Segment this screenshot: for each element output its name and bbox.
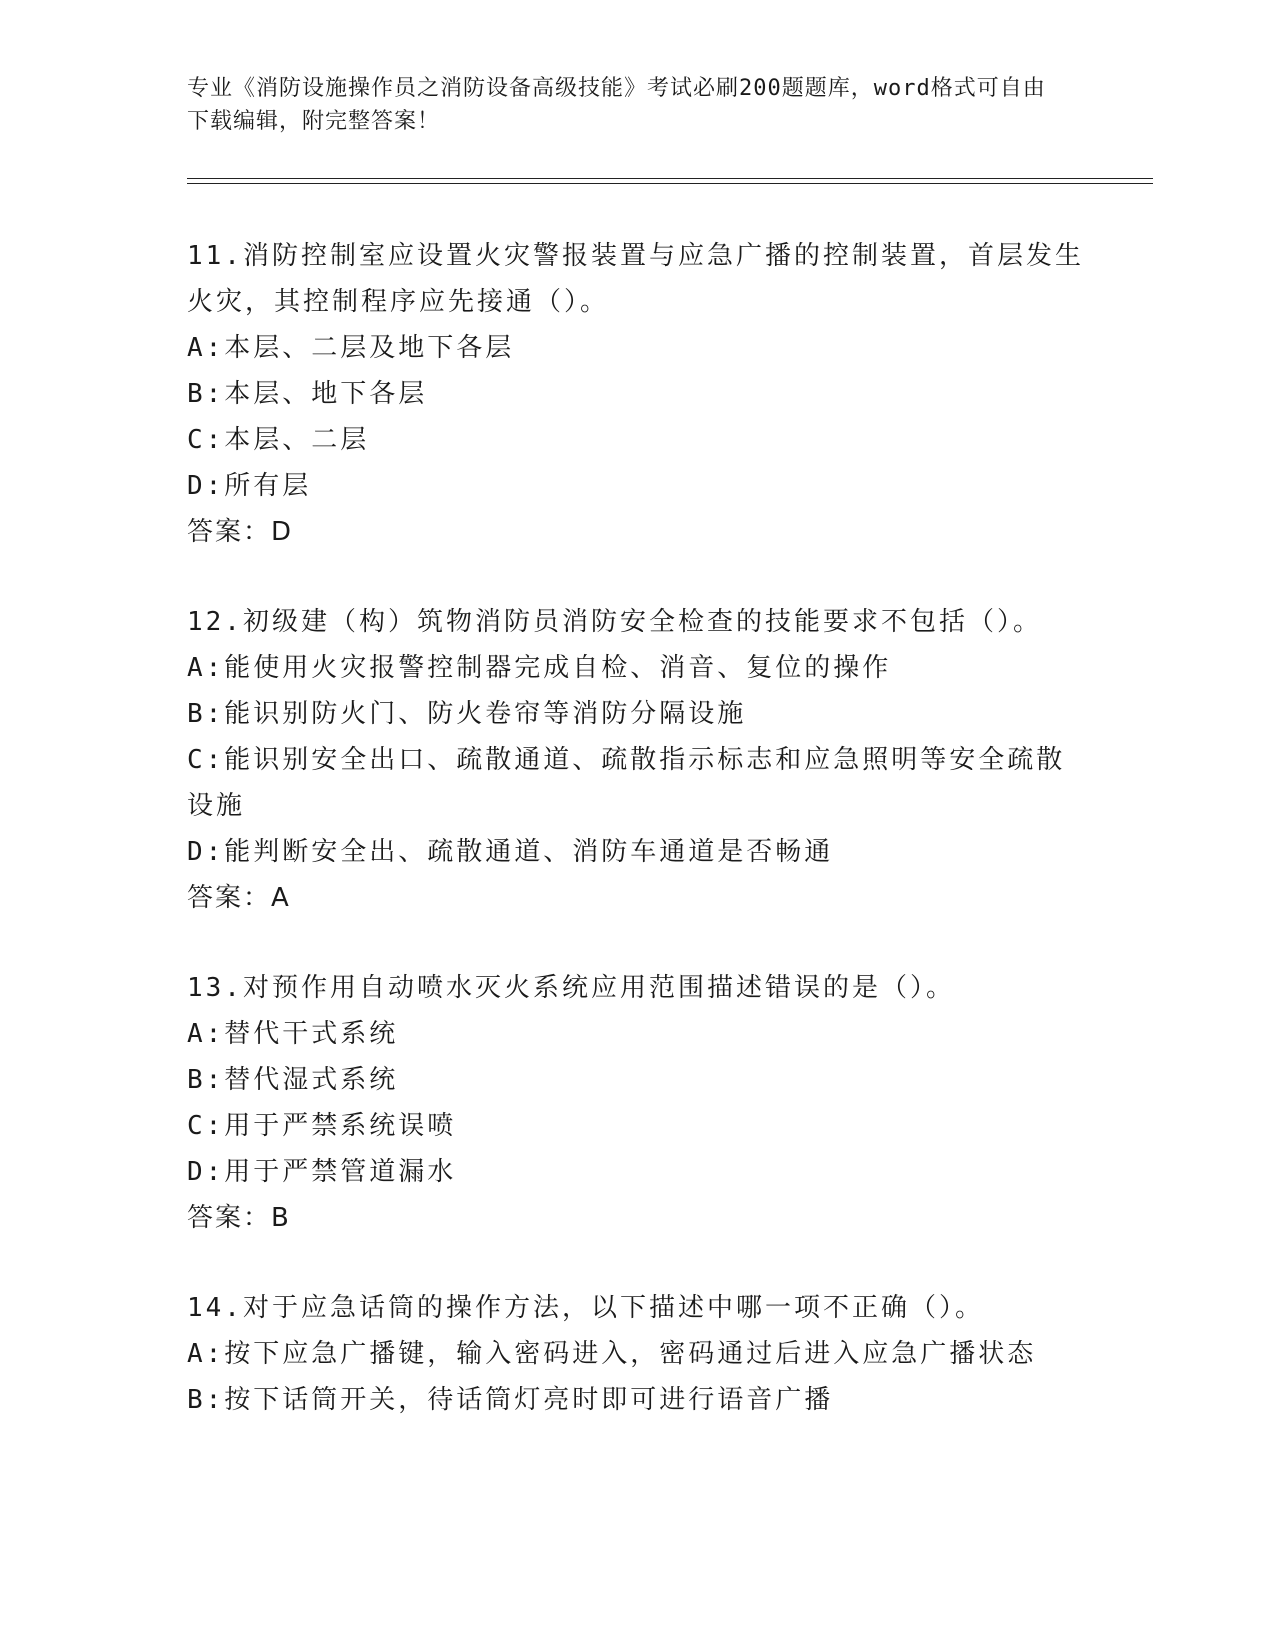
option-c: C:能识别安全出口、疏散通道、疏散指示标志和应急照明等安全疏散设施 [187, 745, 1066, 821]
option-a: A:能使用火灾报警控制器完成自检、消音、复位的操作 [187, 653, 892, 683]
question-11 [187, 233, 1087, 555]
option-c: C:用于严禁系统误喷 [187, 1111, 457, 1141]
header-divider-bottom [187, 183, 1153, 184]
option-c: C:本层、二层 [187, 425, 370, 455]
option-b: B:按下话筒开关，待话筒灯亮时即可进行语音广播 [187, 1385, 834, 1415]
option-b: B:替代湿式系统 [187, 1065, 399, 1095]
document-header: 专业《消防设施操作员之消防设备高级技能》考试必刷200题题库，word格式可自由下载编辑，附完整答案！ [187, 76, 1046, 134]
question-stem: 11.消防控制室应设置火灾警报装置与应急广播的控制装置，首层发生火灾，其控制程序应先接通（）。 [187, 241, 1084, 317]
option-b: B:本层、地下各层 [187, 379, 428, 409]
option-b: B:能识别防火门、防火卷帘等消防分隔设施 [187, 699, 747, 729]
header-divider-top [187, 178, 1153, 179]
option-a: A:本层、二层及地下各层 [187, 333, 515, 363]
question-stem: 12.初级建（构）筑物消防员消防安全检查的技能要求不包括（）。 [187, 607, 1042, 637]
option-a: A:替代干式系统 [187, 1019, 399, 1049]
question-13 [187, 965, 1087, 1241]
answer: 答案：A [187, 883, 291, 913]
question-stem: 13.对预作用自动喷水灭火系统应用范围描述错误的是（）。 [187, 973, 955, 1003]
answer: 答案：D [187, 517, 294, 547]
answer: 答案：B [187, 1203, 291, 1233]
question-14 [187, 1285, 1087, 1423]
option-d: D:用于严禁管道漏水 [187, 1157, 457, 1187]
option-d: D:能判断安全出、疏散通道、消防车通道是否畅通 [187, 837, 834, 867]
question-stem: 14.对于应急话筒的操作方法，以下描述中哪一项不正确（）。 [187, 1293, 984, 1323]
question-12 [187, 599, 1087, 921]
option-a: A:按下应急广播键，输入密码进入，密码通过后进入应急广播状态 [187, 1339, 1037, 1369]
option-d: D:所有层 [187, 471, 312, 501]
